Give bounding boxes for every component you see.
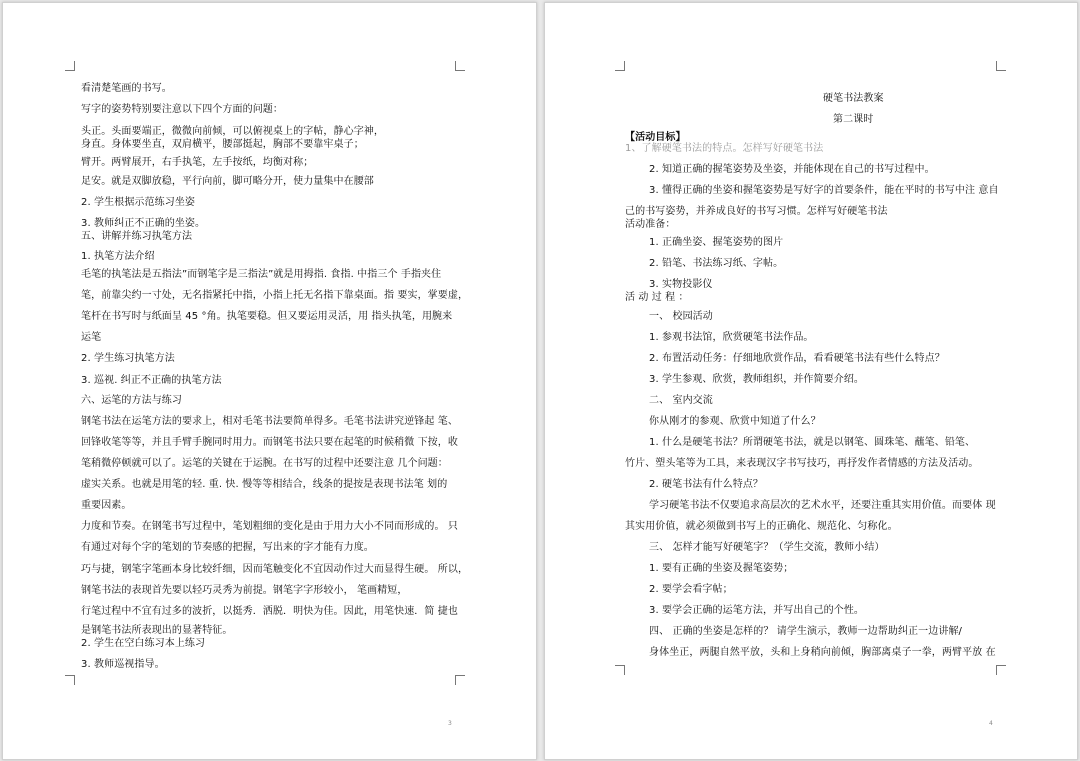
text-line: 2. 学生根据示范练习坐姿 xyxy=(81,197,196,208)
section-heading: 活 动 过 程 ： xyxy=(625,292,689,303)
text-line: 钢笔书法的表现首先要以轻巧灵秀为前提。钢笔字字形较小， 笔画精短， xyxy=(81,585,408,596)
text-line: 2. 铅笔、书法练习纸、字帖。 xyxy=(649,258,784,269)
text-line: 1、了解硬笔书法的特点。怎样写好硬笔书法 xyxy=(625,143,824,154)
text-line: 3. 教师纠正不正确的坐姿。 xyxy=(81,218,206,229)
text-line: 身体坐正，两腿自然平放，头和上身稍向前倾，胸部离桌子一拳，两臂平放 在 xyxy=(649,647,996,658)
text-line: 3. 懂得正确的坐姿和握笔姿势是写好字的首要条件，能在平时的书写中注 意自 xyxy=(649,185,999,196)
text-line: 虚实关系。也就是用笔的轻. 重. 快. 慢等等相结合，线条的提按是表现书法笔 划的 xyxy=(81,479,448,490)
crop-mark xyxy=(65,675,75,685)
text-line: 头正。头面要端正，微微向前倾，可以俯视桌上的字帖，静心字神， xyxy=(81,126,384,137)
crop-mark xyxy=(615,665,625,675)
text-line: 重要因素。 xyxy=(81,500,132,511)
text-line: 2. 知道正确的握笔姿势及坐姿，并能体现在自己的书写过程中。 xyxy=(649,164,935,175)
crop-mark xyxy=(996,61,1006,71)
text-line: 2. 布置活动任务：仔细地欣赏作品，看看硬笔书法有些什么特点？ xyxy=(649,353,945,364)
document-page-3 xyxy=(2,2,537,760)
text-line: 身直。身体要坐直，双肩横平，腰部挺起，胸部不要靠牢桌子； xyxy=(81,139,364,150)
text-line: 3. 要学会正确的运笔方法，并写出自己的个性。 xyxy=(649,605,865,616)
text-line: 笔杆在书写时与纸面呈 45 °角。执笔要稳。但又要运用灵活，用 指头执笔，用腕来 xyxy=(81,311,453,322)
document-title: 硬笔书法教案 xyxy=(823,93,884,104)
text-line: 1. 要有正确的坐姿及握笔姿势； xyxy=(649,563,794,574)
text-line: 钢笔书法在运笔方法的要求上，相对毛笔书法要简单得多。毛笔书法讲究逆锋起 笔、 xyxy=(81,416,458,427)
section-heading: 五、讲解并练习执笔方法 xyxy=(81,231,193,242)
text-line: 运笔 xyxy=(81,332,102,343)
text-line: 2. 学生练习执笔方法 xyxy=(81,353,175,364)
text-line: 1. 正确坐姿、握笔姿势的图片 xyxy=(649,237,784,248)
text-line: 写字的姿势特别要注意以下四个方面的问题： xyxy=(81,104,283,115)
text-line: 3. 巡视. 纠正不正确的执笔方法 xyxy=(81,375,222,386)
text-line: 回锋收笔等等，并且手臂手腕同时用力。而钢笔书法只要在起笔的时候稍微 下按，收 xyxy=(81,437,458,448)
text-line: 2. 学生在空白练习本上练习 xyxy=(81,638,206,649)
section-heading: 一、 校园活动 xyxy=(649,311,713,322)
text-line: 学习硬笔书法不仅要追求高层次的艺术水平，还要注重其实用价值。而要体 现 xyxy=(649,500,996,511)
text-line: 3. 实物投影仪 xyxy=(649,279,713,290)
text-line: 1. 参观书法馆，欣赏硬笔书法作品。 xyxy=(649,332,814,343)
crop-mark xyxy=(615,61,625,71)
text-line: 2. 硬笔书法有什么特点？ xyxy=(649,479,764,490)
crop-mark xyxy=(455,675,465,685)
crop-mark xyxy=(65,61,75,71)
text-line: 竹片、塑头笔等为工具，来表现汉字书写技巧，再抒发作者情感的方法及活动。 xyxy=(625,458,979,469)
text-line: 看清楚笔画的书写。 xyxy=(81,83,172,94)
text-line: 1. 什么是硬笔书法？所谓硬笔书法，就是以钢笔、圆珠笔、蘸笔、铅笔、 xyxy=(649,437,976,448)
crop-mark xyxy=(455,61,465,71)
text-line: 是钢笔书法所表现出的显著特征。 xyxy=(81,625,233,636)
text-line: 你从刚才的参观、欣赏中知道了什么？ xyxy=(649,416,821,427)
crop-mark xyxy=(996,665,1006,675)
page-number: 4 xyxy=(989,720,993,727)
text-line: 有通过对每个字的笔划的节奏感的把握，写出来的字才能有力度。 xyxy=(81,542,374,553)
section-heading: 活动准备： xyxy=(625,219,676,230)
text-line: 臂开。两臂展开，右手执笔，左手按纸，均衡对称； xyxy=(81,157,314,168)
text-line: 1. 执笔方法介绍 xyxy=(81,251,155,262)
text-line: 笔稍微停顿就可以了。运笔的关键在于运腕。在书写的过程中还要注意 几个问题： xyxy=(81,458,448,469)
section-heading: 二、 室内交流 xyxy=(649,395,713,406)
text-line: 2. 要学会看字帖； xyxy=(649,584,733,595)
text-line: 毛笔的执笔法是五指法”而钢笔字是三指法”就是用拇指. 食指. 中指三个 手指夹住 xyxy=(81,269,442,280)
text-line: 行笔过程中不宜有过多的波折，以挺秀．洒脱．明快为佳。因此，用笔快速．简 捷也 xyxy=(81,606,458,617)
text-line: 其实用价值，就必须做到书写上的正确化、规范化、匀称化。 xyxy=(625,521,898,532)
text-line: 3. 教师巡视指导。 xyxy=(81,659,165,670)
text-line: 3. 学生参观、欣赏，教师组织，并作简要介绍。 xyxy=(649,374,865,385)
document-page-4 xyxy=(544,2,1078,760)
text-line: 笔，前靠尖约一寸处，无名指紧托中指，小指上托无名指下靠桌面。指 要实，掌要虚， xyxy=(81,290,469,301)
text-line: 巧与捷，钢笔字笔画本身比较纤细，因而笔触变化不宜因动作过大而显得生硬。 所以， xyxy=(81,564,469,575)
lesson-subtitle: 第二课时 xyxy=(833,114,874,125)
text-line: 力度和节奏。在钢笔书写过程中，笔划粗细的变化是由于用力大小不同而形成的。 只 xyxy=(81,521,458,532)
text-line: 己的书写姿势，并养成良好的书写习惯。怎样写好硬笔书法 xyxy=(625,206,888,217)
text-line: 足安。就是双脚放稳，平行向前，脚可略分开，使力量集中在腰部 xyxy=(81,176,374,187)
section-heading: 六、运笔的方法与练习 xyxy=(81,395,182,406)
section-heading: 四、 正确的坐姿是怎样的？ 请学生演示，教师一边帮助纠正一边讲解/ xyxy=(649,626,963,637)
section-heading: 【活动目标】 xyxy=(625,132,686,143)
page-number: 3 xyxy=(448,720,452,727)
section-heading: 三、 怎样才能写好硬笔字？（学生交流，教师小结） xyxy=(649,542,885,553)
